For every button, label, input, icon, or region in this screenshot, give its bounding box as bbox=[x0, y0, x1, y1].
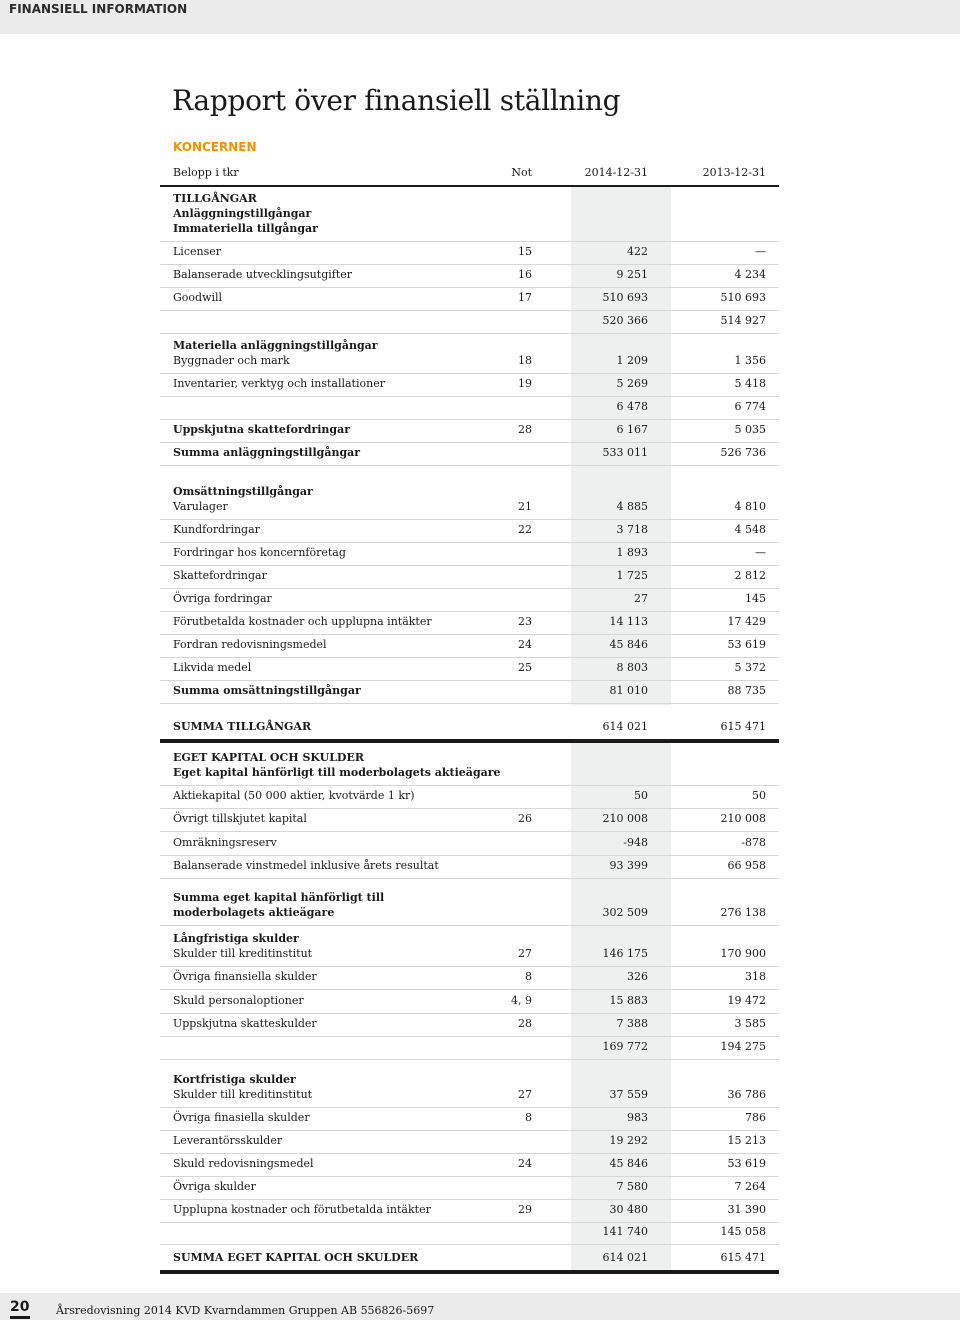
row-label: Byggnader och mark bbox=[173, 354, 290, 367]
row-value-2013: 66 958 bbox=[727, 859, 766, 872]
table-row bbox=[160, 1036, 779, 1060]
table-row bbox=[160, 287, 779, 311]
page-number: 20 bbox=[10, 1299, 30, 1315]
row-value-2014: 146 175 bbox=[602, 947, 648, 960]
row-value-2014: 614 021 bbox=[602, 720, 648, 733]
row-value-2013: 2 812 bbox=[734, 569, 766, 582]
table-row bbox=[160, 611, 779, 635]
row-value-2014: 93 399 bbox=[609, 859, 648, 872]
row-value-2013: 4 234 bbox=[734, 268, 766, 281]
row-value-2013: 615 471 bbox=[720, 720, 766, 733]
row-value-2013: 6 774 bbox=[734, 400, 766, 413]
row-value-2013: 4 810 bbox=[734, 500, 766, 513]
table-row bbox=[160, 241, 779, 265]
row-label: Goodwill bbox=[173, 291, 223, 304]
table-row bbox=[160, 855, 779, 879]
row-value-2014: 1 209 bbox=[616, 354, 648, 367]
page-number-underline bbox=[10, 1316, 30, 1319]
page-title: Rapport över finansiell ställning bbox=[172, 84, 621, 117]
row-value-2013: 145 058 bbox=[720, 1225, 766, 1238]
row-note: 27 bbox=[518, 947, 532, 960]
row-value-2013: 276 138 bbox=[720, 906, 766, 919]
row-value-2014: 141 740 bbox=[602, 1225, 648, 1238]
row-value-2014: 4 885 bbox=[616, 500, 648, 513]
table-row bbox=[160, 333, 779, 374]
row-label: Aktiekapital (50 000 aktier, kvotvärde 1 kr) bbox=[173, 789, 415, 802]
section-heading: Summa eget kapital hänförligt till bbox=[173, 891, 385, 904]
table-row bbox=[160, 519, 779, 543]
row-value-2014: 45 846 bbox=[609, 638, 648, 651]
table-row bbox=[160, 739, 779, 786]
row-value-2014: 15 883 bbox=[609, 994, 648, 1007]
row-label: Balanserade vinstmedel inklusive årets resultat bbox=[173, 859, 439, 872]
row-value-2013: 17 429 bbox=[727, 615, 766, 628]
table-row bbox=[160, 1013, 779, 1037]
row-value-2013: 5 418 bbox=[734, 377, 766, 390]
section-heading: Materiella anläggningstillgångar bbox=[173, 339, 378, 352]
row-note: 26 bbox=[518, 812, 532, 825]
row-value-2013: 53 619 bbox=[727, 1157, 766, 1170]
footer-text: Årsredovisning 2014 KVD Kvarndammen Gruppen AB 556826-5697 bbox=[56, 1304, 435, 1317]
row-note: 19 bbox=[518, 377, 532, 390]
row-label: Kundfordringar bbox=[173, 523, 260, 536]
row-value-2014: 37 559 bbox=[609, 1088, 648, 1101]
row-label: Upplupna kostnader och förutbetalda intäkter bbox=[173, 1203, 431, 1216]
table-row bbox=[160, 588, 779, 612]
section-heading: Kortfristiga skulder bbox=[173, 1073, 296, 1086]
row-value-2014: 19 292 bbox=[609, 1134, 648, 1147]
row-label: SUMMA TILLGÅNGAR bbox=[173, 720, 312, 733]
row-note: 24 bbox=[518, 638, 532, 651]
row-value-2014: 614 021 bbox=[602, 1251, 648, 1264]
row-value-2013: 36 786 bbox=[727, 1088, 766, 1101]
row-label: Uppskjutna skattefordringar bbox=[173, 423, 351, 436]
section-heading: Omsättningstillgångar bbox=[173, 485, 313, 498]
table-row bbox=[160, 1222, 779, 1245]
table-row bbox=[160, 185, 779, 242]
row-note: 25 bbox=[518, 661, 532, 674]
section-heading: EGET KAPITAL OCH SKULDER bbox=[173, 751, 364, 764]
row-value-2013: 510 693 bbox=[720, 291, 766, 304]
row-label: Fordran redovisningsmedel bbox=[173, 638, 327, 651]
row-value-2013: 5 372 bbox=[734, 661, 766, 674]
table-row bbox=[160, 1199, 779, 1223]
table-row bbox=[160, 808, 779, 832]
row-note: 17 bbox=[518, 291, 532, 304]
row-label: Summa omsättningstillgångar bbox=[173, 684, 361, 697]
row-value-2014: 983 bbox=[627, 1111, 648, 1124]
row-label: Likvida medel bbox=[173, 661, 252, 674]
table-row bbox=[160, 1059, 779, 1108]
row-note: 15 bbox=[518, 245, 532, 258]
row-value-2013: 31 390 bbox=[727, 1203, 766, 1216]
row-value-2014: 1 725 bbox=[616, 569, 648, 582]
row-value-2013: 615 471 bbox=[720, 1251, 766, 1264]
row-label: Övriga finansiella skulder bbox=[173, 970, 317, 983]
row-value-2014: 9 251 bbox=[616, 268, 648, 281]
row-value-2013: 53 619 bbox=[727, 638, 766, 651]
row-label: Balanserade utvecklingsutgifter bbox=[173, 268, 353, 281]
row-value-2013: 318 bbox=[745, 970, 766, 983]
row-label: Skulder till kreditinstitut bbox=[173, 1088, 313, 1101]
row-value-2014: 1 893 bbox=[616, 546, 648, 559]
row-note: 8 bbox=[525, 1111, 532, 1124]
table-row bbox=[160, 657, 779, 681]
row-note: 4, 9 bbox=[511, 994, 532, 1007]
row-label: Övriga finasiella skulder bbox=[173, 1111, 310, 1124]
table-row bbox=[160, 680, 779, 704]
row-value-2014: 422 bbox=[627, 245, 648, 258]
row-label: moderbolagets aktieägare bbox=[173, 906, 335, 919]
table-row bbox=[160, 565, 779, 589]
table-row bbox=[160, 703, 779, 743]
table-row bbox=[160, 1176, 779, 1200]
row-label: Licenser bbox=[173, 245, 221, 258]
table-row bbox=[160, 310, 779, 334]
section-heading: Immateriella tillgångar bbox=[173, 222, 318, 235]
row-value-2014: 510 693 bbox=[602, 291, 648, 304]
row-value-2013: 526 736 bbox=[720, 446, 766, 459]
table-row bbox=[160, 925, 779, 967]
row-note: 23 bbox=[518, 615, 532, 628]
row-value-2013: 19 472 bbox=[727, 994, 766, 1007]
table-row bbox=[160, 831, 779, 856]
section-heading: Anläggningstillgångar bbox=[173, 207, 312, 220]
row-value-2013: -878 bbox=[741, 836, 766, 849]
row-note: 21 bbox=[518, 500, 532, 513]
row-label: Övriga fordringar bbox=[173, 592, 272, 605]
row-note: 24 bbox=[518, 1157, 532, 1170]
balance-sheet-table bbox=[160, 158, 779, 1275]
row-label: Fordringar hos koncernföretag bbox=[173, 546, 346, 559]
row-note: 22 bbox=[518, 523, 532, 536]
row-value-2013: 5 035 bbox=[734, 423, 766, 436]
table-row bbox=[160, 419, 779, 443]
row-value-2014: 520 366 bbox=[602, 314, 648, 327]
row-label: Skattefordringar bbox=[173, 569, 267, 582]
row-value-2013: 7 264 bbox=[734, 1180, 766, 1193]
row-label: Inventarier, verktyg och installationer bbox=[173, 377, 385, 390]
table-row bbox=[160, 989, 779, 1014]
row-note: 28 bbox=[518, 1017, 532, 1030]
table-row bbox=[160, 634, 779, 658]
row-note: 16 bbox=[518, 268, 532, 281]
row-label: Summa anläggningstillgångar bbox=[173, 446, 361, 459]
row-value-2013: 210 008 bbox=[720, 812, 766, 825]
table-row bbox=[160, 442, 779, 466]
row-value-2013: 514 927 bbox=[720, 314, 766, 327]
row-label: Uppskjutna skatteskulder bbox=[173, 1017, 317, 1030]
table-row bbox=[160, 1107, 779, 1131]
row-value-2013: 4 548 bbox=[734, 523, 766, 536]
row-value-2013: 15 213 bbox=[727, 1134, 766, 1147]
row-label: Skuld redovisningsmedel bbox=[173, 1157, 314, 1170]
row-label: Varulager bbox=[173, 500, 228, 513]
row-value-2013: 50 bbox=[752, 789, 766, 802]
row-note: 8 bbox=[525, 970, 532, 983]
row-label: Leverantörsskulder bbox=[173, 1134, 283, 1147]
table-header-row bbox=[160, 158, 779, 187]
row-value-2014: 7 580 bbox=[616, 1180, 648, 1193]
row-note: 27 bbox=[518, 1088, 532, 1101]
table-row bbox=[160, 878, 779, 926]
group-label: KONCERNEN bbox=[173, 140, 257, 154]
table-row bbox=[160, 465, 779, 520]
row-value-2014: 6 478 bbox=[616, 400, 648, 413]
table-row bbox=[160, 785, 779, 809]
row-note: 18 bbox=[518, 354, 532, 367]
row-value-2013: 1 356 bbox=[734, 354, 766, 367]
row-value-2013: 170 900 bbox=[720, 947, 766, 960]
table-row bbox=[160, 1130, 779, 1154]
row-value-2014: 27 bbox=[634, 592, 648, 605]
row-value-2014: -948 bbox=[623, 836, 648, 849]
header-amount-unit: Belopp i tkr bbox=[173, 166, 239, 179]
section-heading: TILLGÅNGAR bbox=[173, 192, 257, 205]
row-value-2014: 50 bbox=[634, 789, 648, 802]
row-note: 28 bbox=[518, 423, 532, 436]
row-value-2014: 533 011 bbox=[602, 446, 648, 459]
table-row bbox=[160, 542, 779, 566]
header-note: Not bbox=[511, 166, 532, 179]
row-value-2014: 45 846 bbox=[609, 1157, 648, 1170]
section-label: FINANSIELL INFORMATION bbox=[9, 2, 188, 16]
row-label: Övriga skulder bbox=[173, 1180, 256, 1193]
row-value-2013: 194 275 bbox=[720, 1040, 766, 1053]
row-value-2014: 14 113 bbox=[609, 615, 648, 628]
row-value-2013: 786 bbox=[745, 1111, 766, 1124]
row-value-2014: 81 010 bbox=[609, 684, 648, 697]
row-value-2013: 88 735 bbox=[727, 684, 766, 697]
table-row bbox=[160, 1244, 779, 1274]
row-value-2014: 6 167 bbox=[616, 423, 648, 436]
row-label: Övrigt tillskjutet kapital bbox=[173, 812, 307, 825]
row-label: Skulder till kreditinstitut bbox=[173, 947, 313, 960]
table-row bbox=[160, 966, 779, 990]
row-value-2014: 326 bbox=[627, 970, 648, 983]
row-label: Skuld personaloptioner bbox=[173, 994, 304, 1007]
section-heading: Eget kapital hänförligt till moderbolagets aktieägare bbox=[173, 766, 501, 779]
table-row bbox=[160, 373, 779, 397]
header-year-2013: 2013-12-31 bbox=[702, 166, 766, 179]
row-value-2013: — bbox=[755, 245, 766, 258]
row-value-2014: 8 803 bbox=[616, 661, 648, 674]
row-value-2014: 169 772 bbox=[602, 1040, 648, 1053]
table-row bbox=[160, 1153, 779, 1177]
row-value-2014: 210 008 bbox=[602, 812, 648, 825]
row-value-2013: — bbox=[755, 546, 766, 559]
row-label: Omräkningsreserv bbox=[173, 836, 277, 849]
row-value-2014: 7 388 bbox=[616, 1017, 648, 1030]
section-header-bar bbox=[0, 0, 960, 34]
row-value-2014: 30 480 bbox=[609, 1203, 648, 1216]
row-value-2013: 3 585 bbox=[734, 1017, 766, 1030]
row-value-2014: 5 269 bbox=[616, 377, 648, 390]
row-label: Förutbetalda kostnader och upplupna intäkter bbox=[173, 615, 432, 628]
table-row bbox=[160, 396, 779, 420]
row-note: 29 bbox=[518, 1203, 532, 1216]
header-year-2014: 2014-12-31 bbox=[584, 166, 648, 179]
table-row bbox=[160, 264, 779, 288]
row-value-2013: 145 bbox=[745, 592, 766, 605]
row-value-2014: 3 718 bbox=[616, 523, 648, 536]
row-label: SUMMA EGET KAPITAL OCH SKULDER bbox=[173, 1251, 419, 1264]
section-heading: Långfristiga skulder bbox=[173, 932, 299, 945]
row-value-2014: 302 509 bbox=[602, 906, 648, 919]
